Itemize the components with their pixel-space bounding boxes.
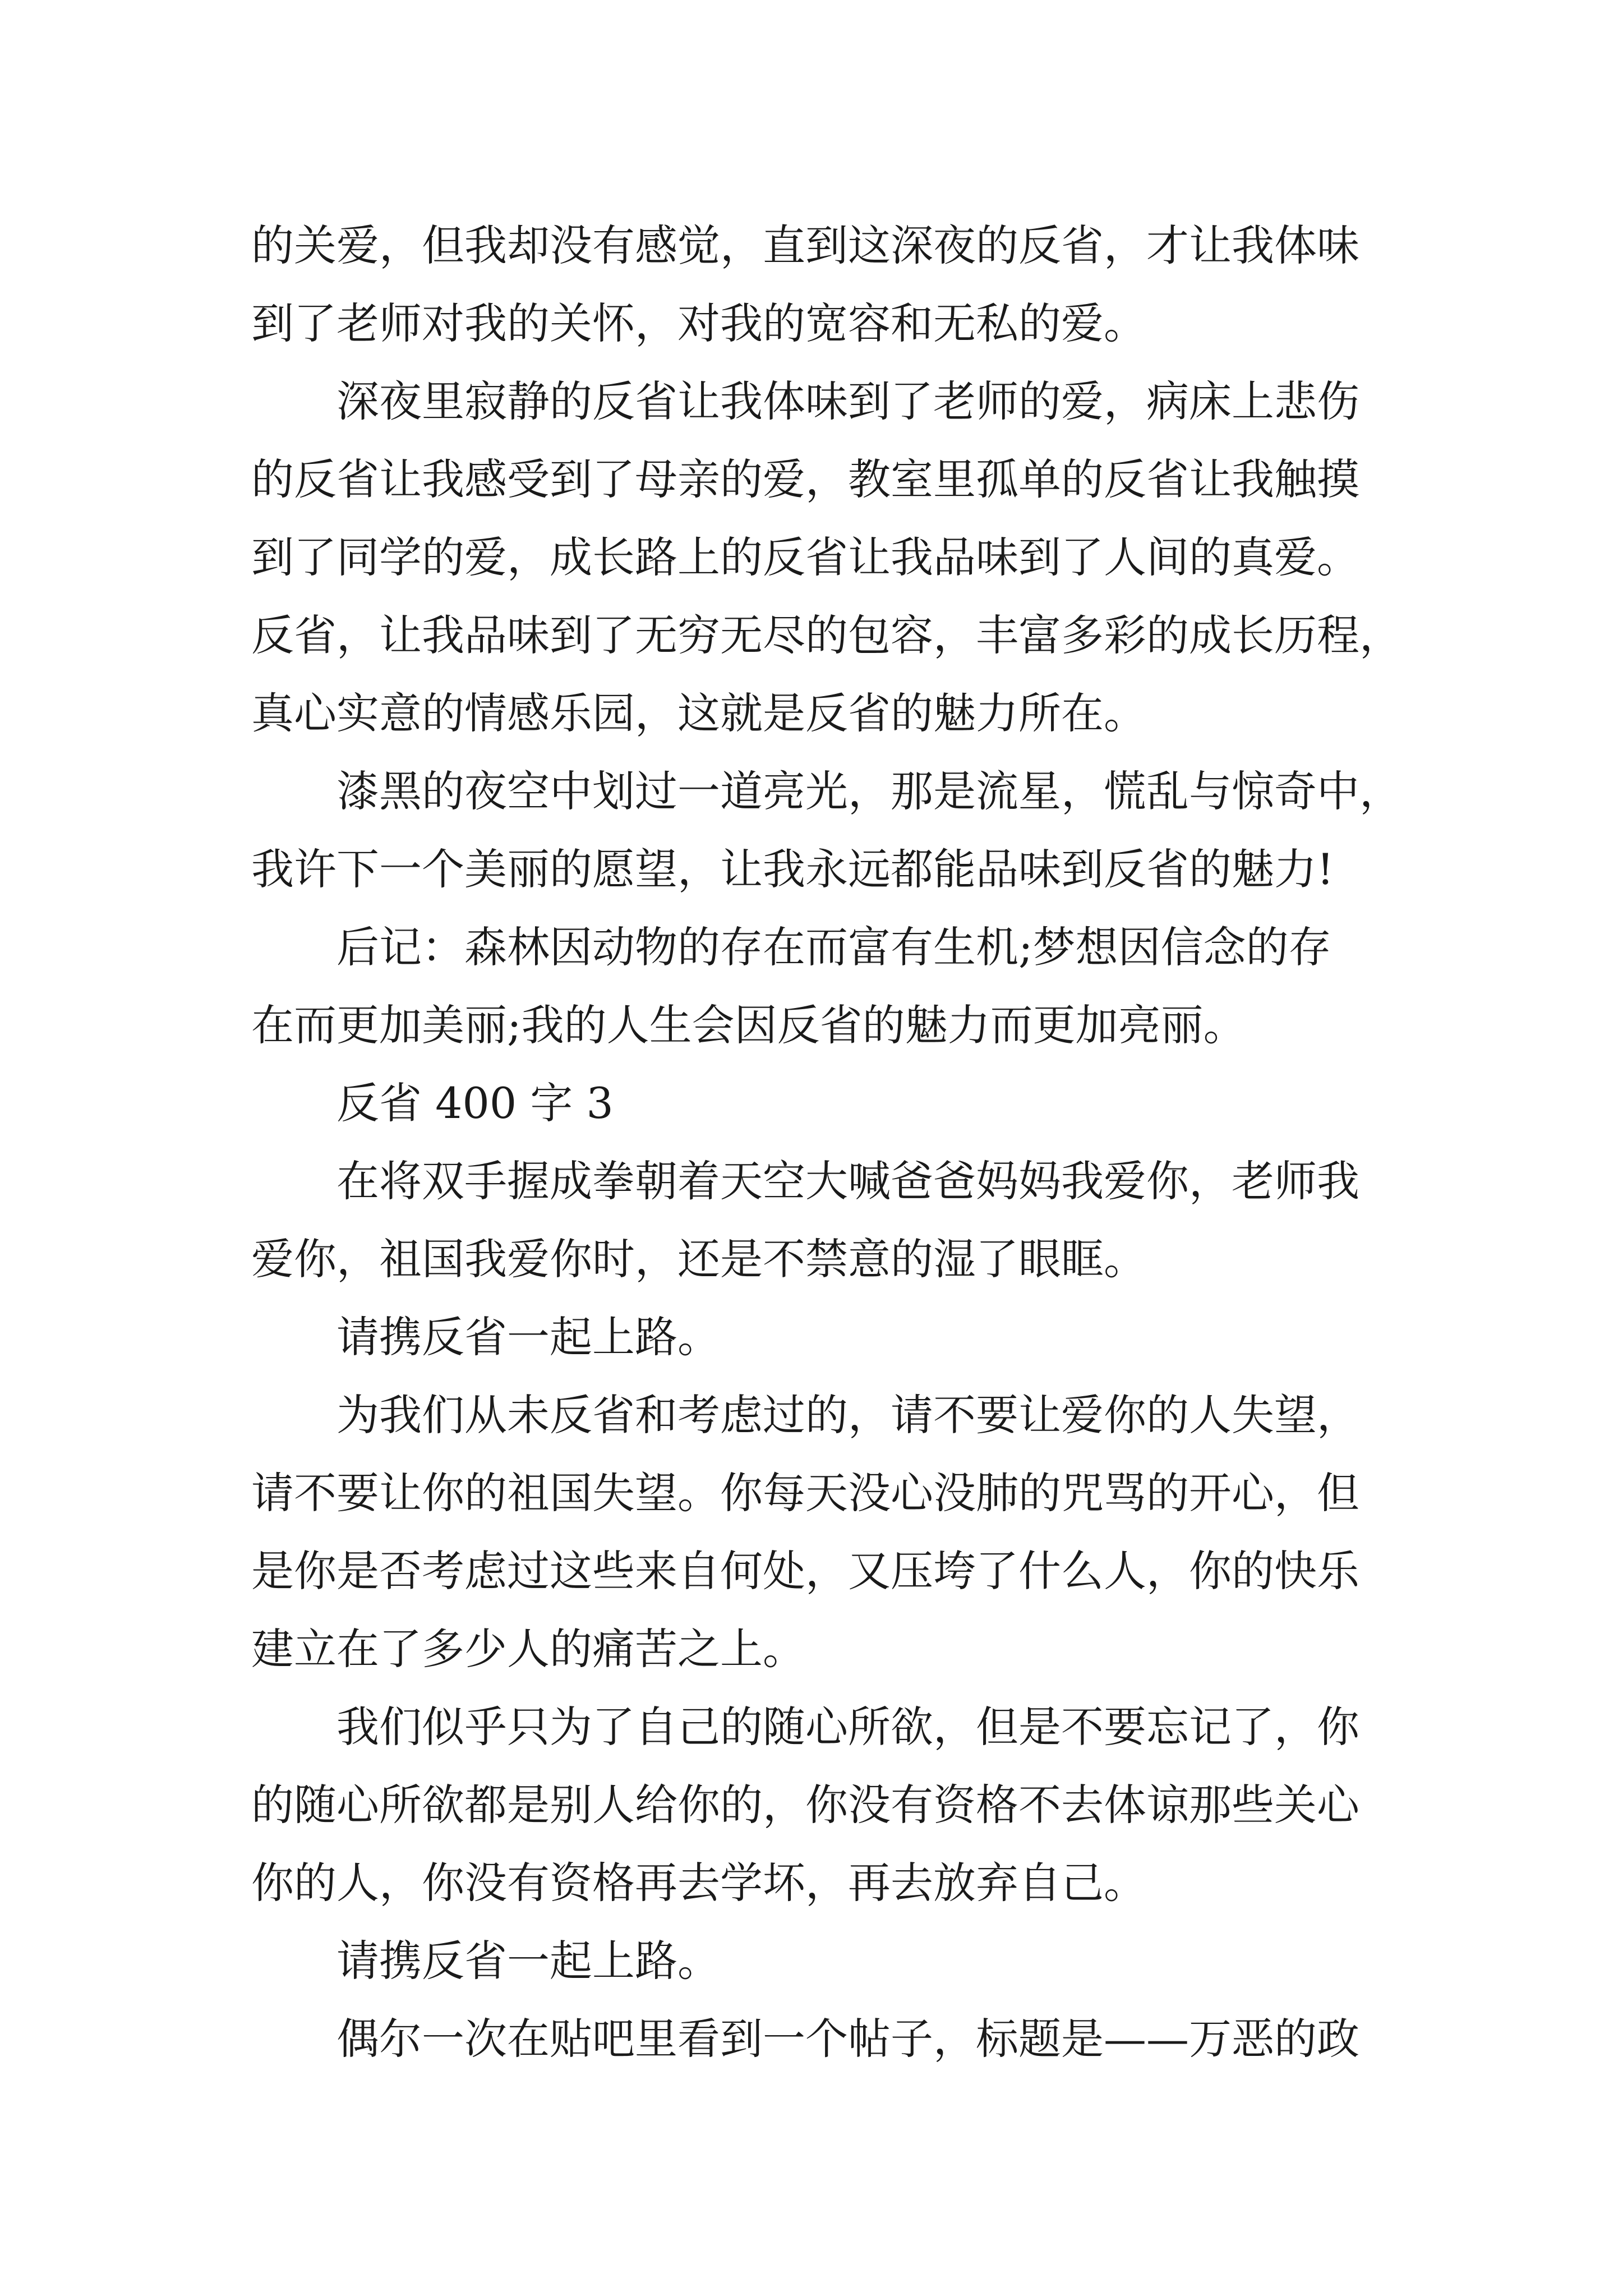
paragraph-start-line: 漆黑的夜空中划过一道亮光，那是流星，慌乱与惊奇中，	[336, 766, 1402, 816]
text-line: 的关爱，但我却没有感觉，直到这深夜的反省，才让我体味	[251, 220, 1359, 270]
text-line: 到了老师对我的关怀，对我的宽容和无私的爱。	[251, 298, 1146, 348]
text-line: 爱你，祖国我爱你时，还是不禁意的湿了眼眶。	[251, 1234, 1146, 1284]
text-line: 你的人，你没有资格再去学坏，再去放弃自己。	[251, 1858, 1146, 1908]
text-line: 的反省让我感受到了母亲的爱，教室里孤单的反省让我触摸	[251, 454, 1359, 504]
text-line: 是你是否考虑过这些来自何处，又压垮了什么人，你的快乐	[251, 1546, 1359, 1596]
text-line: 请不要让你的祖国失望。你每天没心没肺的咒骂的开心，但	[251, 1468, 1359, 1518]
text-line: 到了同学的爱，成长路上的反省让我品味到了人间的真爱。	[251, 532, 1359, 582]
paragraph-start-line: 后记：森林因动物的存在而富有生机;梦想因信念的存	[336, 922, 1331, 972]
paragraph-start-line: 在将双手握成拳朝着天空大喊爸爸妈妈我爱你，老师我	[336, 1156, 1359, 1206]
paragraph-start-line: 请携反省一起上路。	[336, 1936, 720, 1986]
text-line: 真心实意的情感乐园，这就是反省的魅力所在。	[251, 688, 1146, 738]
text-line: 的随心所欲都是别人给你的，你没有资格不去体谅那些关心	[251, 1780, 1359, 1830]
section-heading: 反省 400 字 3	[336, 1078, 614, 1128]
paragraph-start-line: 深夜里寂静的反省让我体味到了老师的爱，病床上悲伤	[336, 376, 1359, 426]
paragraph-start-line: 偶尔一次在贴吧里看到一个帖子，标题是——万恶的政	[336, 2014, 1359, 2064]
text-line: 建立在了多少人的痛苦之上。	[251, 1624, 805, 1674]
paragraph-start-line: 为我们从未反省和考虑过的，请不要让爱你的人失望，	[336, 1390, 1359, 1440]
paragraph-start-line: 我们似乎只为了自己的随心所欲，但是不要忘记了，你	[336, 1702, 1359, 1752]
paragraph-start-line: 请携反省一起上路。	[336, 1312, 720, 1362]
text-line: 反省，让我品味到了无穷无尽的包容，丰富多彩的成长历程，	[251, 610, 1402, 660]
text-line: 在而更加美丽;我的人生会因反省的魅力而更加亮丽。	[251, 1000, 1246, 1050]
text-line: 我许下一个美丽的愿望，让我永远都能品味到反省的魅力!	[251, 844, 1334, 894]
